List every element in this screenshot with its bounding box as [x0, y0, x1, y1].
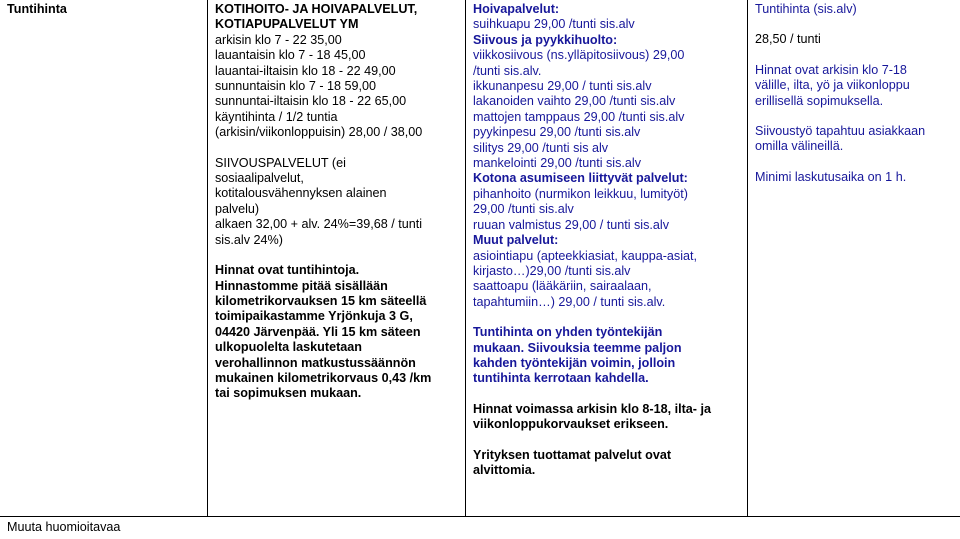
- note-line: kilometrikorvauksen 15 km säteellä: [215, 293, 427, 308]
- cleaning-line: alkaen 32,00 + alv. 24%=39,68 / tunti: [215, 217, 423, 232]
- info-line: Tuntihinta on yhden työntekijän: [473, 325, 663, 340]
- info-line: kahden työntekijän voimin, jolloin: [473, 355, 676, 370]
- row-label: Tuntihinta: [7, 2, 67, 16]
- service-line: tapahtumiin…) 29,00 / tunti sis.alv.: [473, 294, 666, 309]
- note-line: ulkopuolelta laskutetaan: [215, 340, 362, 355]
- info-line: Siivoustyö tapahtuu asiakkaan: [755, 124, 926, 139]
- section-title-kotona: Kotona asumiseen liittyvät palvelut:: [473, 171, 688, 186]
- note-line: Hinnat ovat tuntihintoja.: [215, 263, 360, 278]
- note-line: tai sopimuksen mukaan.: [215, 386, 362, 401]
- heading-line: KOTIHOITO- JA HOIVAPALVELUT,: [215, 2, 418, 16]
- note-line: mukainen kilometrikorvaus 0,43 /km: [215, 370, 432, 385]
- price-line: sunnuntaisin klo 7 - 18 59,00: [215, 79, 377, 94]
- col2-cell: [215, 2, 431, 402]
- service-line: ruuan valmistus 29,00 / tunti sis.alv: [473, 217, 669, 232]
- info-line: alvittomia.: [473, 462, 536, 477]
- table-bottom-line: [0, 516, 960, 517]
- service-line: viikkosiivous (ns.ylläpitosiivous) 29,00: [473, 48, 685, 63]
- info-line: Hinnat ovat arkisin klo 7-18: [755, 62, 907, 77]
- service-line: 29,00 /tunti sis.alv: [473, 202, 574, 217]
- service-line: lakanoiden vaihto 29,00 /tunti sis.alv: [473, 94, 676, 109]
- price-line: arkisin klo 7 - 22 35,00: [215, 32, 342, 47]
- info-line: Hinnat voimassa arkisin klo 8-18, ilta- ja: [473, 401, 711, 416]
- cleaning-line: palvelu): [215, 201, 260, 216]
- info-line: omilla välineillä.: [755, 139, 844, 154]
- heading-line: KOTIAPUPALVELUT YM: [215, 17, 359, 32]
- service-line: kirjasto…)29,00 /tunti sis.alv: [473, 263, 631, 278]
- note-line: 04420 Järvenpää. Yli 15 km säteen: [215, 324, 421, 339]
- price-line: käyntihinta / 1/2 tuntia: [215, 109, 338, 124]
- service-line: silitys 29,00 /tunti sis alv: [473, 140, 609, 155]
- cleaning-line: kotitalousvähennyksen alainen: [215, 186, 387, 201]
- service-line: suihkuapu 29,00 /tunti sis.alv: [473, 17, 635, 32]
- footer-label: Muuta huomioitavaa: [7, 520, 121, 534]
- cleaning-line: sis.alv 24%): [215, 232, 283, 247]
- col4-cell: [755, 2, 925, 185]
- service-line: pihanhoito (nurmikon leikkuu, lumityöt): [473, 186, 688, 201]
- grid-line-2: [465, 0, 466, 516]
- service-line: asiointiapu (apteekkiasiat, kauppa-asiat,: [473, 248, 698, 263]
- price-line: (arkisin/viikonloppuisin) 28,00 / 38,00: [215, 125, 423, 140]
- price-line: lauantai-iltaisin klo 18 - 22 49,00: [215, 63, 396, 78]
- info-line: Yrityksen tuottamat palvelut ovat: [473, 447, 672, 462]
- info-line: mukaan. Siivouksia teemme paljon: [473, 340, 682, 355]
- col-label-cell: [7, 2, 67, 17]
- section-title-siivous: Siivous ja pyykkihuolto:: [473, 32, 618, 47]
- service-line: /tunti sis.alv.: [473, 63, 542, 78]
- service-line: pyykinpesu 29,00 /tunti sis.alv: [473, 125, 641, 140]
- cleaning-line: sosiaalipalvelut,: [215, 171, 304, 186]
- price-line: lauantaisin klo 7 - 18 45,00: [215, 48, 366, 63]
- footer-cell: [7, 520, 120, 535]
- info-line: erillisellä sopimuksella.: [755, 93, 884, 108]
- service-line: saattoapu (lääkäriin, sairaalaan,: [473, 279, 652, 294]
- info-line: Minimi laskutusaika on 1 h.: [755, 169, 907, 184]
- info-line: tuntihinta kerrotaan kahdella.: [473, 371, 649, 386]
- col3-cell: [473, 2, 711, 478]
- info-line: välille, ilta, yö ja viikonloppu: [755, 78, 910, 93]
- price-title: Tuntihinta (sis.alv): [755, 2, 857, 16]
- section-title-muut: Muut palvelut:: [473, 233, 559, 248]
- note-line: verohallinnon matkustussäännön: [215, 355, 416, 370]
- note-line: Hinnastomme pitää sisällään: [215, 278, 388, 293]
- price-value: 28,50 / tunti: [755, 32, 821, 47]
- service-line: ikkunanpesu 29,00 / tunti sis.alv: [473, 79, 652, 94]
- service-line: mankelointi 29,00 /tunti sis.alv: [473, 156, 642, 171]
- info-line: viikonloppukorvaukset erikseen.: [473, 417, 669, 432]
- note-line: toimipaikastamme Yrjönkuja 3 G,: [215, 309, 413, 324]
- service-line: mattojen tamppaus 29,00 /tunti sis.alv: [473, 109, 685, 124]
- grid-line-3: [747, 0, 748, 516]
- grid-line-1: [207, 0, 208, 516]
- section-title-hoivapalvelut: Hoivapalvelut:: [473, 2, 560, 16]
- cleaning-line: SIIVOUSPALVELUT (ei: [215, 155, 346, 170]
- price-line: sunnuntai-iltaisin klo 18 - 22 65,00: [215, 94, 407, 109]
